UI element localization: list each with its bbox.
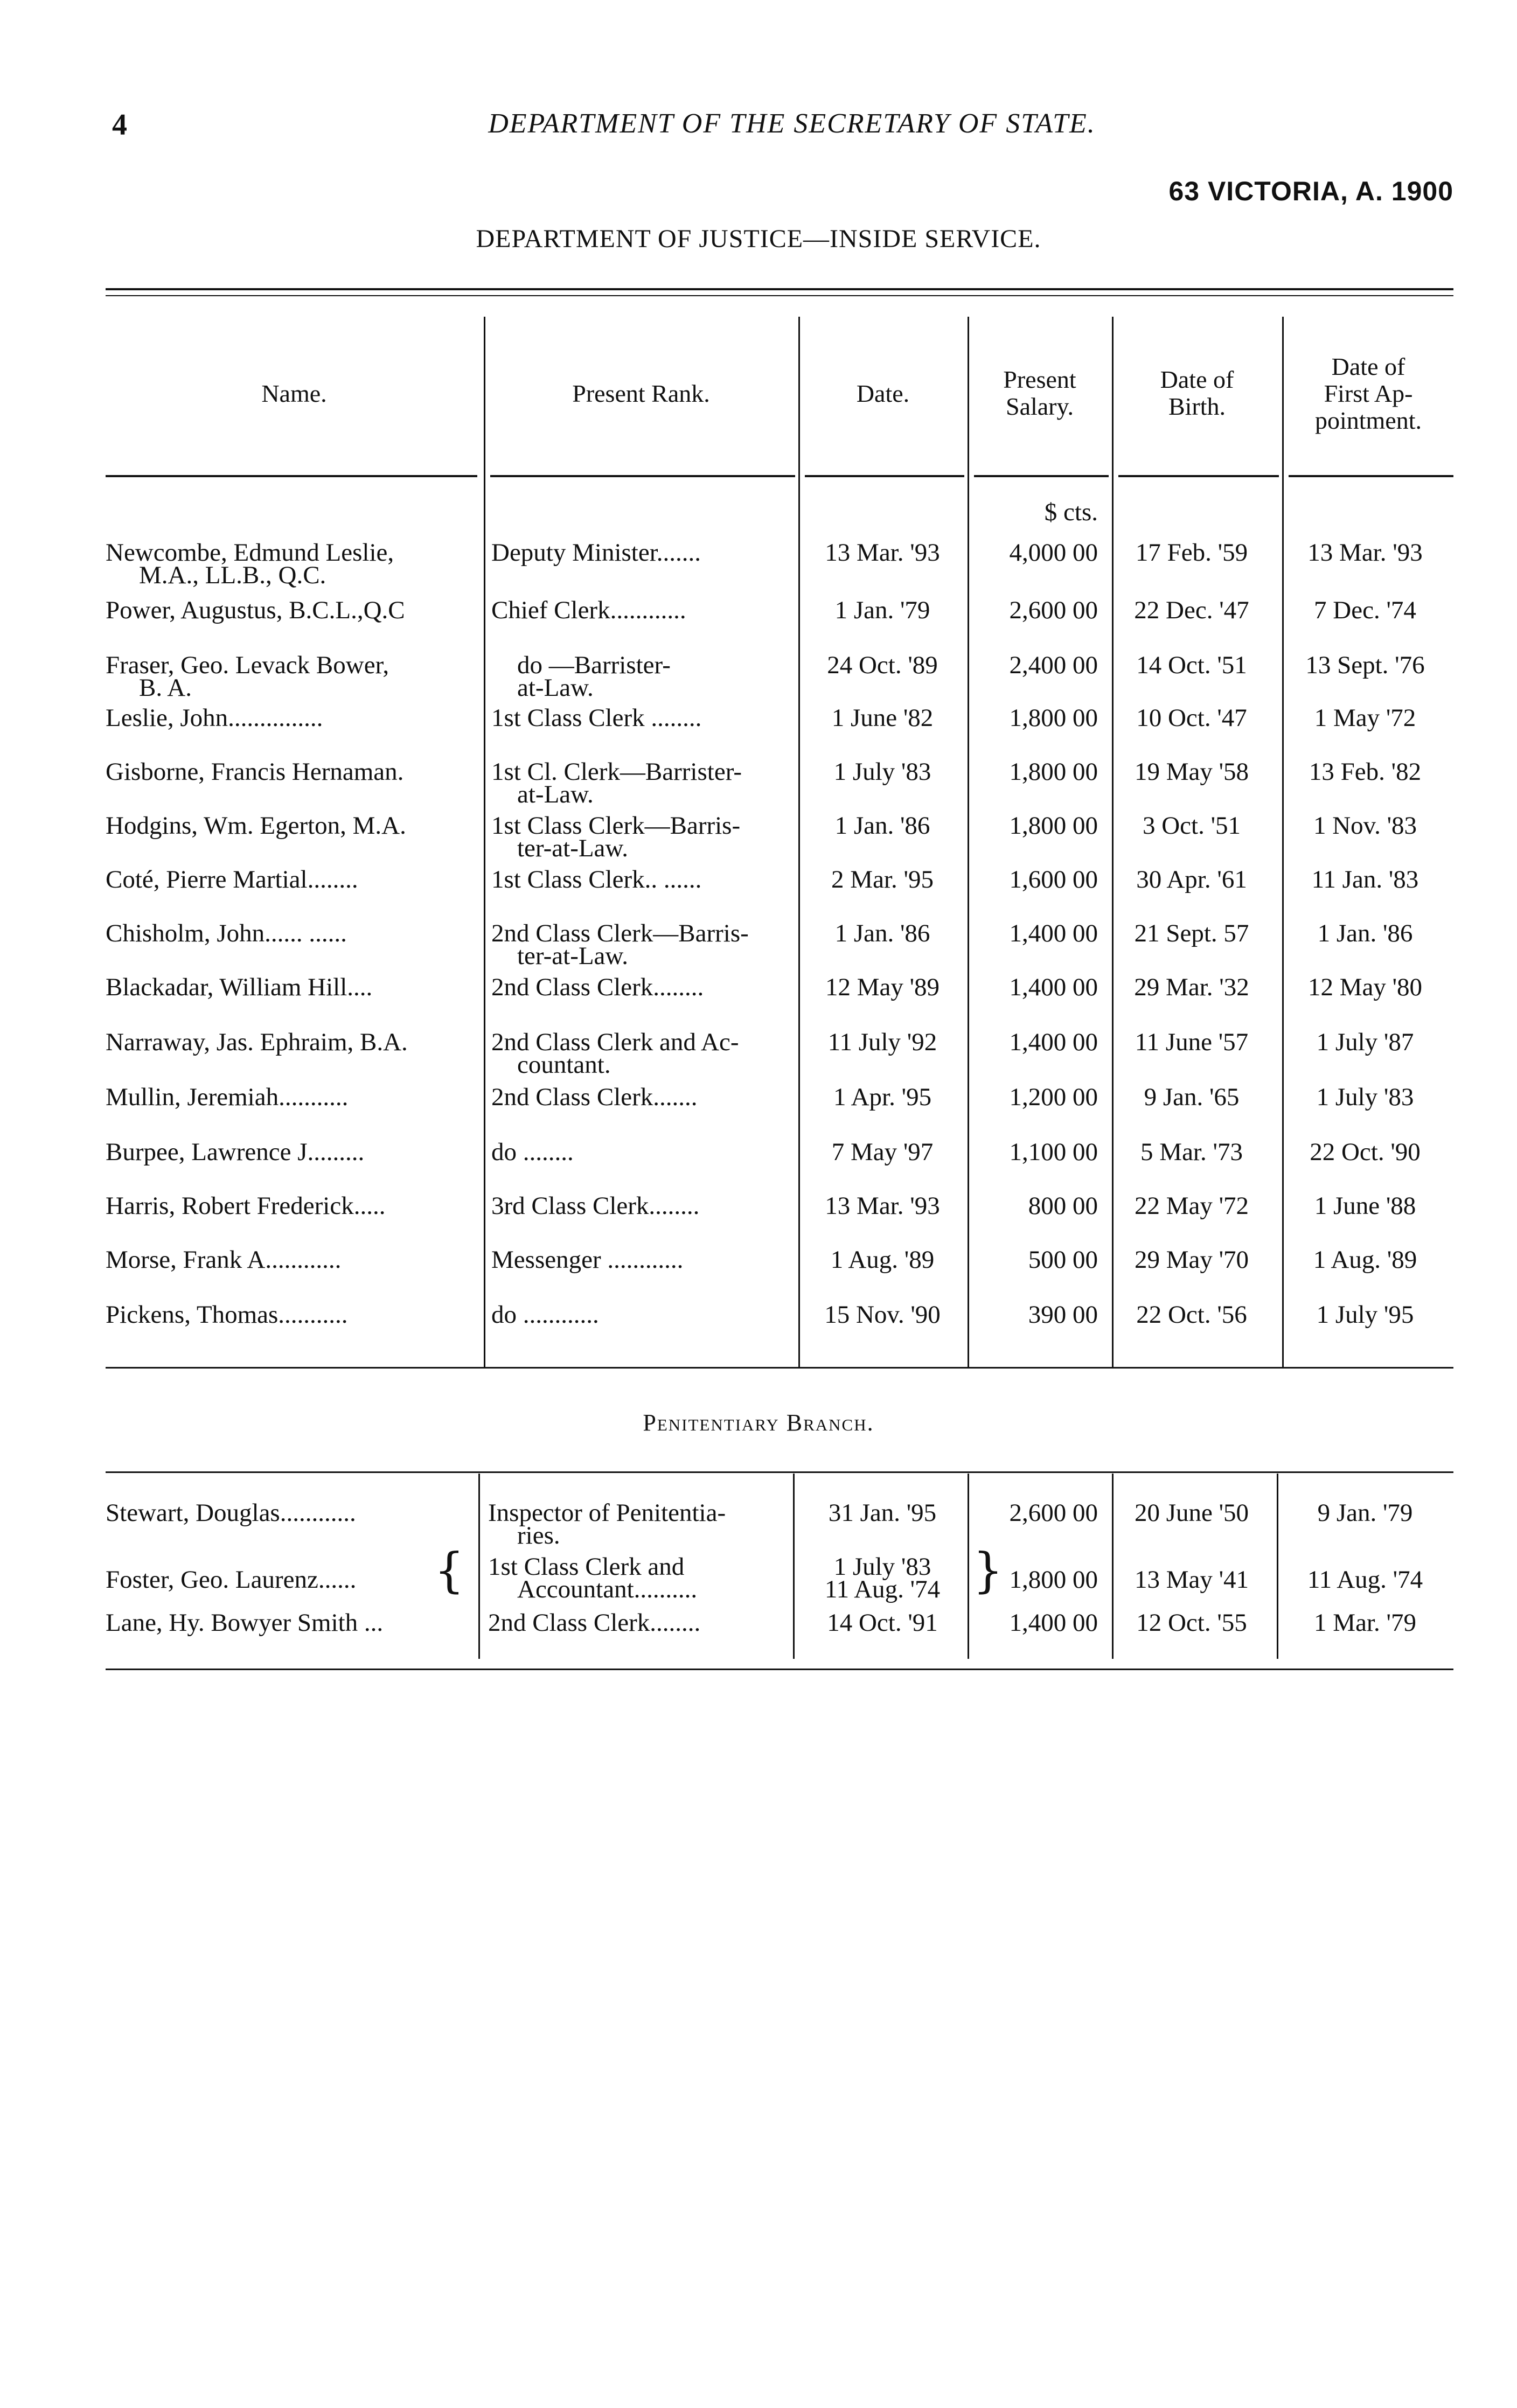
first-appointment-cell: 1 June '88 <box>1314 1192 1416 1220</box>
salary-cell: 1,400 00 <box>1009 1609 1098 1637</box>
header-rank: Present Rank. <box>572 380 710 407</box>
first-appointment-cell: 1 May '72 <box>1314 704 1416 732</box>
rank-cell: 1st Cl. Clerk—Barrister- <box>491 758 742 786</box>
name-cell: Harris, Robert Frederick..... <box>106 1192 386 1220</box>
branch-bottom-rule <box>106 1669 1453 1670</box>
name-cell: Lane, Hy. Bowyer Smith ... <box>106 1609 384 1637</box>
header-date: Date. <box>856 380 910 407</box>
date-cell: 1 July '83 <box>833 1553 931 1581</box>
salary-cell: 1,800 00 <box>1009 1566 1098 1594</box>
rank-cell: 1st Class Clerk ........ <box>491 704 702 732</box>
first-appointment-cell: 1 July '87 <box>1316 1028 1414 1056</box>
birth-cell: 29 Mar. '32 <box>1134 973 1249 1001</box>
name-cell: Burpee, Lawrence J......... <box>106 1138 365 1166</box>
rank-cell: Inspector of Penitentia- <box>488 1499 726 1527</box>
salary-cell: 1,400 00 <box>1009 1028 1098 1056</box>
brace: } <box>973 1542 1003 1598</box>
name-cell: Fraser, Geo. Levack Bower, <box>106 651 389 679</box>
rank-cell: 2nd Class Clerk........ <box>488 1609 701 1637</box>
header-first-appointment: Date of First Ap- pointment. <box>1314 353 1422 434</box>
salary-cell: 1,400 00 <box>1009 919 1098 947</box>
date-cell: 31 Jan. '95 <box>828 1499 937 1527</box>
table-bottom-rule <box>106 1367 1453 1369</box>
rank-cell: 1st Class Clerk—Barris- <box>491 812 741 840</box>
first-appointment-cell: 1 July '95 <box>1316 1301 1414 1329</box>
birth-cell: 22 Dec. '47 <box>1134 596 1249 624</box>
birth-cell: 5 Mar. '73 <box>1140 1138 1243 1166</box>
name-cell: Stewart, Douglas............ <box>106 1499 356 1527</box>
name-cell: Gisborne, Francis Hernaman. <box>106 758 404 786</box>
rank-cell: 2nd Class Clerk....... <box>491 1083 698 1111</box>
birth-cell: 11 June '57 <box>1135 1028 1249 1056</box>
first-appointment-cell: 1 Mar. '79 <box>1314 1609 1416 1637</box>
rank-cell: 2nd Class Clerk and Ac- <box>491 1028 739 1056</box>
first-appointment-cell: 12 May '80 <box>1307 973 1423 1001</box>
running-head: DEPARTMENT OF THE SECRETARY OF STATE. <box>488 108 1096 139</box>
page-number: 4 <box>112 108 127 142</box>
salary-cell: 500 00 <box>1028 1246 1098 1274</box>
birth-cell: 12 Oct. '55 <box>1136 1609 1247 1637</box>
rank-cell: do —Barrister- <box>517 651 671 679</box>
rank-cell-continued: ter-at-Law. <box>517 942 629 970</box>
rank-cell: do ............ <box>491 1301 599 1329</box>
birth-cell: 19 May '58 <box>1134 758 1249 786</box>
name-cell: Pickens, Thomas........... <box>106 1301 348 1329</box>
name-cell: Power, Augustus, B.C.L.,Q.C <box>106 596 405 624</box>
date-cell: 15 Nov. '90 <box>824 1301 941 1329</box>
birth-cell: 10 Oct. '47 <box>1136 704 1247 732</box>
rank-cell: 2nd Class Clerk—Barris- <box>491 919 749 947</box>
date-cell: 11 July '92 <box>827 1028 937 1056</box>
top-rule <box>106 288 1453 290</box>
first-appointment-cell: 9 Jan. '79 <box>1317 1499 1413 1527</box>
session-line: 63 VICTORIA, A. 1900 <box>1168 176 1453 206</box>
column-divider <box>968 317 969 1367</box>
date-cell: 1 Apr. '95 <box>833 1083 932 1111</box>
top-rule-thin <box>106 295 1453 296</box>
salary-cell: 4,000 00 <box>1009 539 1098 567</box>
header-name: Name. <box>261 380 327 407</box>
rank-cell: 1st Class Clerk.. ...... <box>491 866 702 894</box>
name-cell-continued: M.A., LL.B., Q.C. <box>139 561 326 589</box>
header-rule <box>974 475 1109 477</box>
birth-cell: 13 May '41 <box>1134 1566 1249 1594</box>
date-cell: 14 Oct. '91 <box>827 1609 938 1637</box>
salary-cell: 2,600 00 <box>1009 596 1098 624</box>
column-divider <box>1282 317 1284 1367</box>
salary-cell: 2,400 00 <box>1009 651 1098 679</box>
first-appointment-cell: 13 Feb. '82 <box>1309 758 1422 786</box>
salary-cell: 1,100 00 <box>1009 1138 1098 1166</box>
name-cell: Hodgins, Wm. Egerton, M.A. <box>106 812 406 840</box>
name-cell: Mullin, Jeremiah........... <box>106 1083 349 1111</box>
rank-cell: 3rd Class Clerk........ <box>491 1192 700 1220</box>
birth-cell: 22 Oct. '56 <box>1136 1301 1247 1329</box>
date-cell: 13 Mar. '93 <box>825 539 940 567</box>
header-rule <box>805 475 964 477</box>
first-appointment-cell: 13 Mar. '93 <box>1307 539 1423 567</box>
birth-cell: 9 Jan. '65 <box>1144 1083 1240 1111</box>
name-cell: Newcombe, Edmund Leslie, <box>106 539 394 567</box>
rank-cell: Chief Clerk............ <box>491 596 686 624</box>
birth-cell: 22 May '72 <box>1134 1192 1249 1220</box>
birth-cell: 14 Oct. '51 <box>1136 651 1247 679</box>
salary-cell: 1,600 00 <box>1009 866 1098 894</box>
first-appointment-cell: 22 Oct. '90 <box>1310 1138 1421 1166</box>
salary-cell: 1,400 00 <box>1009 973 1098 1001</box>
name-cell: Blackadar, William Hill.... <box>106 973 373 1001</box>
date-cell: 1 July '83 <box>833 758 931 786</box>
birth-cell: 21 Sept. 57 <box>1134 919 1249 947</box>
rank-cell-continued: Accountant.......... <box>517 1575 698 1603</box>
rank-cell-continued: ter-at-Law. <box>517 834 629 862</box>
rank-cell-continued: at-Law. <box>517 674 594 702</box>
header-rule <box>1289 475 1453 477</box>
branch-title: Penitentiary Branch. <box>643 1409 874 1436</box>
first-appointment-cell: 1 July '83 <box>1316 1083 1414 1111</box>
first-appointment-cell: 1 Jan. '86 <box>1317 919 1413 947</box>
name-cell: Foster, Geo. Laurenz...... <box>106 1566 357 1594</box>
date-cell: 2 Mar. '95 <box>831 866 934 894</box>
first-appointment-cell: 7 Dec. '74 <box>1314 596 1416 624</box>
date-cell: 1 Jan. '86 <box>834 919 930 947</box>
salary-cell: 2,600 00 <box>1009 1499 1098 1527</box>
salary-cell: 1,800 00 <box>1009 704 1098 732</box>
rank-cell-continued: countant. <box>517 1051 611 1079</box>
header-rule <box>106 475 477 477</box>
rank-cell: do ........ <box>491 1138 574 1166</box>
birth-cell: 30 Apr. '61 <box>1136 866 1247 894</box>
first-appointment-cell: 13 Sept. '76 <box>1305 651 1425 679</box>
first-appointment-cell: 1 Nov. '83 <box>1313 812 1417 840</box>
first-appointment-cell: 11 Jan. '83 <box>1311 866 1419 894</box>
brace: { <box>434 1542 464 1598</box>
header-rule <box>1118 475 1279 477</box>
header-birth: Date of Birth. <box>1160 366 1234 420</box>
salary-cell: 1,800 00 <box>1009 758 1098 786</box>
salary-cell: 390 00 <box>1028 1301 1098 1329</box>
table-title: DEPARTMENT OF JUSTICE—INSIDE SERVICE. <box>476 225 1041 253</box>
name-cell: Morse, Frank A............ <box>106 1246 342 1274</box>
column-divider <box>484 317 485 1367</box>
column-divider <box>478 1474 480 1659</box>
name-cell-continued: B. A. <box>139 674 192 702</box>
first-appointment-cell: 1 Aug. '89 <box>1313 1246 1417 1274</box>
date-cell: 13 Mar. '93 <box>825 1192 940 1220</box>
date-cell: 7 May '97 <box>831 1138 934 1166</box>
rank-cell: Deputy Minister....... <box>491 539 701 567</box>
column-divider <box>1277 1474 1278 1659</box>
date-cell: 1 June '82 <box>831 704 934 732</box>
date-cell: 1 Aug. '89 <box>830 1246 935 1274</box>
name-cell: Coté, Pierre Martial........ <box>106 866 358 894</box>
header-rule <box>490 475 795 477</box>
rank-cell-continued: at-Law. <box>517 780 594 808</box>
name-cell: Leslie, John............... <box>106 704 323 732</box>
name-cell: Narraway, Jas. Ephraim, B.A. <box>106 1028 408 1056</box>
date-cell: 1 Jan. '79 <box>834 596 930 624</box>
column-divider <box>968 1474 969 1659</box>
date-cell: 1 Jan. '86 <box>834 812 930 840</box>
rank-cell: 2nd Class Clerk........ <box>491 973 704 1001</box>
header-salary: Present Salary. <box>1003 366 1076 420</box>
date-cell-second: 11 Aug. '74 <box>824 1575 941 1603</box>
salary-units: $ cts. <box>1044 498 1098 526</box>
branch-top-rule <box>106 1471 1453 1473</box>
date-cell: 24 Oct. '89 <box>827 651 938 679</box>
birth-cell: 20 June '50 <box>1134 1499 1249 1527</box>
column-divider <box>793 1474 795 1659</box>
birth-cell: 17 Feb. '59 <box>1135 539 1248 567</box>
name-cell: Chisholm, John...... ...... <box>106 919 347 947</box>
salary-cell: 800 00 <box>1028 1192 1098 1220</box>
birth-cell: 3 Oct. '51 <box>1142 812 1241 840</box>
rank-cell: Messenger ............ <box>491 1246 684 1274</box>
rank-cell-continued: ries. <box>517 1521 560 1550</box>
first-appointment-cell: 11 Aug. '74 <box>1307 1566 1423 1594</box>
salary-cell: 1,200 00 <box>1009 1083 1098 1111</box>
birth-cell: 29 May '70 <box>1134 1246 1249 1274</box>
date-cell: 12 May '89 <box>825 973 940 1001</box>
salary-cell: 1,800 00 <box>1009 812 1098 840</box>
rank-cell: 1st Class Clerk and <box>488 1553 685 1581</box>
